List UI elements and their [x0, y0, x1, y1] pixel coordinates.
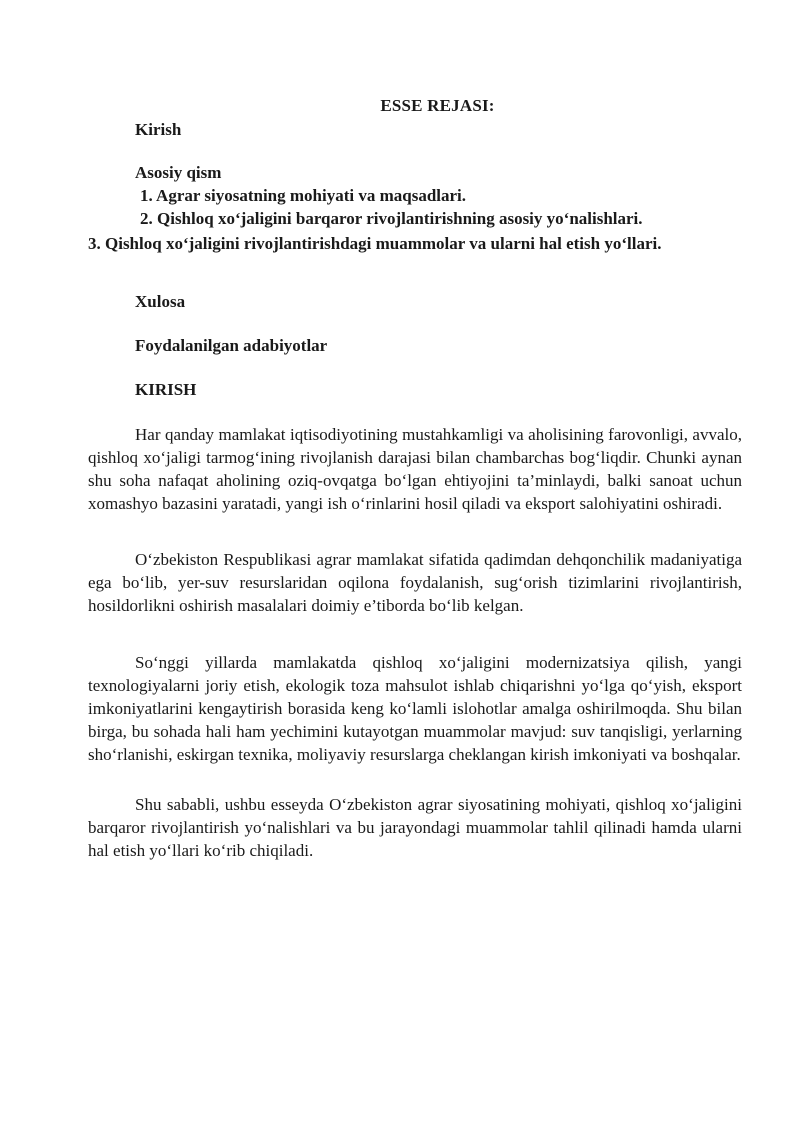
plan-adabiyotlar: Foydalanilgan adabiyotlar: [135, 336, 328, 355]
plan-item-3: 3. Qishloq xo‘jaligini rivojlantirishdagi muammolar va ularni hal etish yo‘llari.: [88, 234, 662, 253]
plan-item-1: 1. Agrar siyosatning mohiyati va maqsadlari.: [140, 186, 467, 205]
paragraph-1: Har qanday mamlakat iqtisodiyotining mustahkamligi va aholisining farovonligi, avvalo, qishloq xo‘jaligi tarmog‘ining rivojlanish darajasi bilan chambarchas bog‘liqdir. Chunki aynan shu soha nafaqat aholining oziq-ovqatga bo‘lgan ehtiyojini ta’minlaydi, balki sanoat uchun xomashyo bazasini yaratadi, yangi ish o‘rinlarini hosil qiladi va eksport salohiyatini oshiradi.: [88, 425, 742, 513]
plan-kirish: Kirish: [135, 120, 182, 139]
page-title: ESSE REJASI:: [380, 96, 495, 115]
paragraph-2: O‘zbekiston Respublikasi agrar mamlakat sifatida qadimdan dehqonchilik madaniyatiga ega bo‘lib, yer-suv resurslaridan oqilona foydalanish, sug‘orish tizimlarini rivojlantirish, hosildorlikni oshirish masalalari doimiy e’tiborda bo‘lib kelgan.: [88, 550, 742, 615]
plan-xulosa: Xulosa: [135, 292, 186, 311]
plan-asosiy-qism: Asosiy qism: [135, 163, 222, 182]
plan-item-2: 2. Qishloq xo‘jaligini barqaror rivojlantirishning asosiy yo‘nalishlari.: [140, 209, 643, 228]
paragraph-4: Shu sababli, ushbu esseyda O‘zbekiston agrar siyosatining mohiyati, qishloq xo‘jaligini barqaror rivojlantirish yo‘nalishlari va bu jarayondagi muammolar tahlil qilinadi hamda ularni hal etish yo‘llari ko‘rib chiqiladi.: [88, 795, 742, 860]
paragraph-3: So‘nggi yillarda mamlakatda qishloq xo‘jaligini modernizatsiya qilish, yangi texnologiyalarni joriy etish, ekologik toza mahsulot ishlab chiqarishni yo‘lga qo‘yish, eksport imkoniyatlarini kengaytirish borasida keng ko‘lamli islohotlar amalga oshirilmoqda. Shu bilan birga, bu sohada hali ham yechimini kutayotgan muammolar mavjud: suv tanqisligi, yerlarning sho‘rlanishi, eskirgan texnika, moliyaviy resurslarga cheklangan kirish imkoniyati va boshqalar.: [88, 653, 742, 764]
section-heading-kirish: KIRISH: [135, 380, 197, 399]
